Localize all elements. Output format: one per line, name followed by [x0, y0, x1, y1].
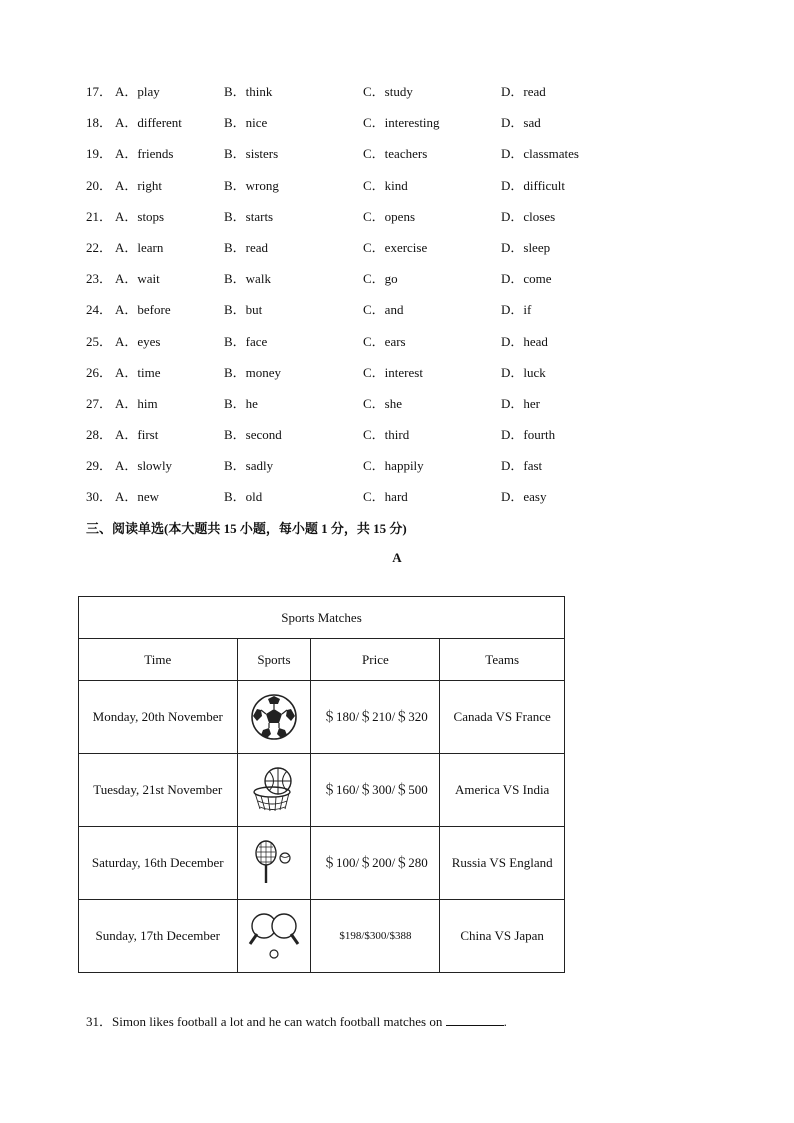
option-b[interactable]: B．starts — [224, 208, 274, 224]
question-number: 30． — [86, 489, 113, 505]
match-time: Monday, 20th November — [79, 681, 238, 754]
match-teams: Russia VS England — [440, 827, 565, 900]
option-c[interactable]: C．teachers — [363, 146, 428, 162]
option-d[interactable]: D．her — [501, 395, 540, 411]
answer-options-list — [86, 80, 646, 517]
question-option-row — [86, 361, 646, 392]
option-c[interactable]: C．exercise — [363, 239, 428, 255]
question-option-row — [86, 330, 646, 361]
option-b[interactable]: B．sadly — [224, 458, 274, 474]
answer-blank[interactable] — [446, 1013, 504, 1026]
option-c[interactable]: C．study — [363, 84, 413, 99]
option-d[interactable]: D．closes — [501, 208, 556, 224]
option-a[interactable]: A．stops — [115, 208, 165, 224]
question-option-row — [86, 205, 646, 236]
passage-label: A — [392, 550, 402, 565]
question-number: 17． — [86, 84, 113, 99]
option-c[interactable]: C．interesting — [363, 115, 440, 131]
option-a[interactable]: A．him — [115, 395, 158, 411]
header-teams: Teams — [440, 639, 565, 681]
sports-matches-table — [78, 596, 565, 973]
option-c[interactable]: C．she — [363, 395, 403, 411]
option-a[interactable]: A．friends — [115, 146, 174, 162]
match-time: Sunday, 17th December — [79, 900, 238, 973]
option-a[interactable]: A．learn — [115, 239, 164, 255]
option-b[interactable]: B．money — [224, 364, 282, 380]
option-d[interactable]: D．fast — [501, 458, 543, 474]
option-b[interactable]: B．old — [224, 489, 263, 505]
option-c[interactable]: C．go — [363, 271, 398, 287]
option-d[interactable]: D．difficult — [501, 177, 566, 193]
match-time: Saturday, 16th December — [79, 827, 238, 900]
header-price: Price — [311, 639, 440, 681]
option-d[interactable]: D．head — [501, 333, 548, 349]
option-b[interactable]: B．nice — [224, 115, 268, 131]
section-heading: 三、阅读单选(本大题共 15 小题，每小题 1 分，共 15 分) — [86, 521, 407, 536]
question-option-row — [86, 485, 646, 516]
question-option-row — [86, 267, 646, 298]
option-c[interactable]: C．hard — [363, 489, 408, 505]
option-a[interactable]: A．right — [115, 177, 162, 193]
question-number: 24． — [86, 302, 113, 318]
option-b[interactable]: B．wrong — [224, 177, 279, 193]
option-c[interactable]: C．interest — [363, 364, 423, 380]
option-d[interactable]: D．classmates — [501, 146, 579, 162]
option-a[interactable]: A．wait — [115, 271, 160, 287]
option-b[interactable]: B．think — [224, 84, 273, 99]
tennis-icon — [249, 838, 299, 888]
question-number: 29． — [86, 458, 113, 474]
option-b[interactable]: B．face — [224, 333, 268, 349]
match-price: ＄180/＄210/＄320 — [311, 681, 440, 754]
option-a[interactable]: A．slowly — [115, 458, 173, 474]
question-number: 20． — [86, 177, 113, 193]
option-b[interactable]: B．read — [224, 239, 269, 255]
option-b[interactable]: B．he — [224, 395, 258, 411]
question-number: 27． — [86, 395, 113, 411]
question-option-row — [86, 142, 646, 173]
table-title: Sports Matches — [79, 597, 565, 639]
option-d[interactable]: D．if — [501, 302, 532, 318]
basketball-icon — [246, 765, 302, 815]
question-option-row — [86, 298, 646, 329]
option-d[interactable]: D．easy — [501, 489, 547, 505]
match-teams: America VS India — [440, 754, 565, 827]
table-row — [79, 754, 565, 827]
match-teams: China VS Japan — [440, 900, 565, 973]
match-price: ＄100/＄200/＄280 — [311, 827, 440, 900]
question-option-row — [86, 236, 646, 267]
option-b[interactable]: B．sisters — [224, 146, 279, 162]
option-a[interactable]: A．new — [115, 489, 160, 505]
option-c[interactable]: C．kind — [363, 177, 408, 193]
option-c[interactable]: C．happily — [363, 458, 424, 474]
header-time: Time — [79, 639, 238, 681]
sport-cell — [237, 900, 311, 973]
option-c[interactable]: C．opens — [363, 208, 416, 224]
question-option-row — [86, 392, 646, 423]
soccer-ball-icon — [249, 692, 299, 742]
option-d[interactable]: D．sad — [501, 115, 541, 131]
question-option-row — [86, 423, 646, 454]
option-a[interactable]: A．different — [115, 115, 182, 131]
option-d[interactable]: D．sleep — [501, 239, 551, 255]
table-row — [79, 681, 565, 754]
match-teams: Canada VS France — [440, 681, 565, 754]
question-option-row — [86, 80, 646, 111]
option-a[interactable]: A．eyes — [115, 333, 161, 349]
table-row — [79, 827, 565, 900]
question-number: 19． — [86, 146, 113, 162]
option-d[interactable]: D．read — [501, 84, 546, 99]
option-a[interactable]: A．play — [115, 84, 160, 99]
sport-cell — [237, 827, 311, 900]
option-d[interactable]: D．luck — [501, 364, 546, 380]
header-sports: Sports — [237, 639, 311, 681]
option-d[interactable]: D．come — [501, 271, 552, 287]
question-number: 28． — [86, 427, 113, 443]
question-number: 18． — [86, 115, 113, 131]
option-a[interactable]: A．before — [115, 302, 171, 318]
sport-cell — [237, 681, 311, 754]
table-row — [79, 900, 565, 973]
question-option-row — [86, 174, 646, 205]
question-number: 22． — [86, 239, 113, 255]
match-price: $198/$300/$388 — [311, 900, 440, 973]
question-number: 26． — [86, 364, 113, 380]
option-b[interactable]: B．walk — [224, 271, 271, 287]
match-price: ＄160/＄300/＄500 — [311, 754, 440, 827]
option-c[interactable]: C．and — [363, 302, 404, 318]
option-c[interactable]: C．ears — [363, 333, 406, 349]
question-number: 25． — [86, 333, 113, 349]
option-b[interactable]: B．but — [224, 302, 263, 318]
table-tennis-icon — [246, 910, 302, 962]
question-option-row — [86, 454, 646, 485]
match-time: Tuesday, 21st November — [79, 754, 238, 827]
question-31 — [86, 1011, 507, 1030]
option-b[interactable]: B．second — [224, 427, 282, 443]
question-number: 21． — [86, 208, 113, 224]
sport-cell — [237, 754, 311, 827]
option-d[interactable]: D．fourth — [501, 427, 556, 443]
option-a[interactable]: A．time — [115, 364, 161, 380]
question-number: 23． — [86, 271, 113, 287]
question-option-row — [86, 111, 646, 142]
option-a[interactable]: A．first — [115, 427, 159, 443]
option-c[interactable]: C．third — [363, 427, 410, 443]
question-31-text: 31．Simon likes football a lot and he can watch football matches on — [86, 1014, 443, 1029]
question-31-end: . — [503, 1014, 507, 1029]
